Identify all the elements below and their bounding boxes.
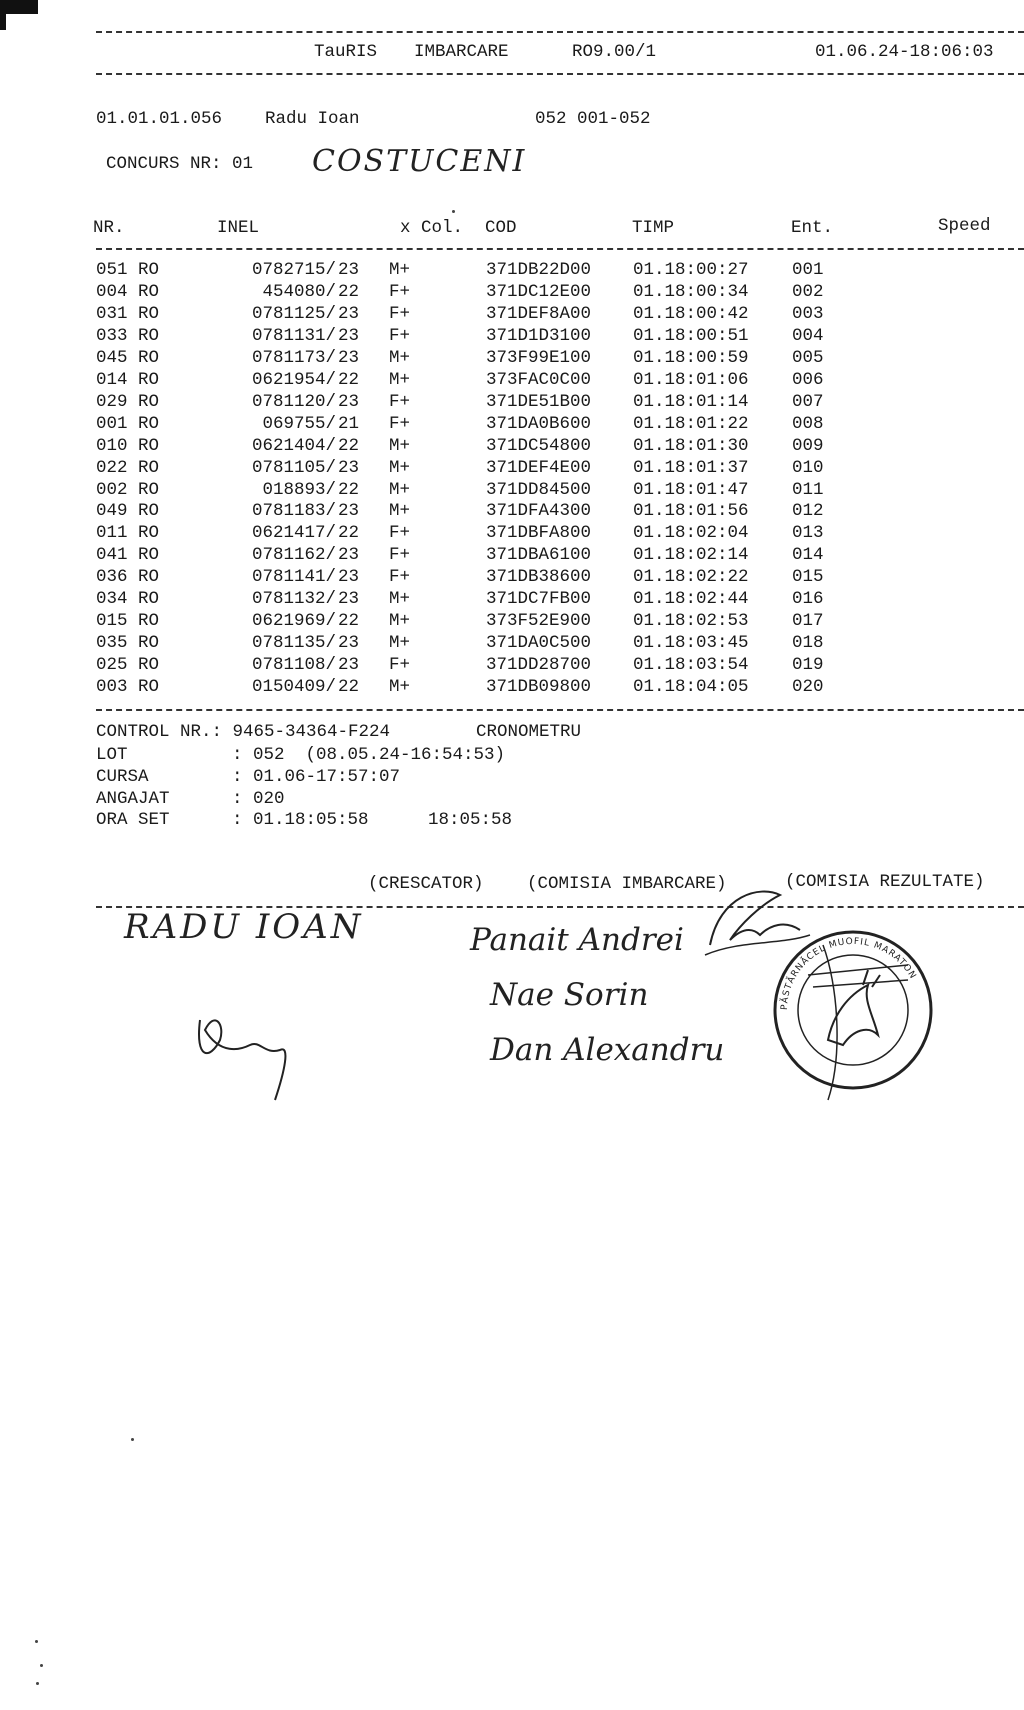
cell-year: 23 <box>338 326 360 346</box>
cell-cod: 373F99E100 <box>486 348 592 368</box>
column-header-nr: NR. <box>93 218 125 238</box>
cell-sex: M+ <box>389 458 411 478</box>
cell-inel: 0781183/ <box>251 501 336 521</box>
cell-year: 22 <box>338 480 360 500</box>
cell-nr: 033 RO <box>96 326 160 346</box>
cell-cod: 371D1D3100 <box>486 326 592 346</box>
cell-ent: 015 <box>792 567 824 587</box>
cell-timp: 01.18:00:42 <box>633 304 749 324</box>
lot-value: : 052 (08.05.24-16:54:53) <box>232 745 506 765</box>
cell-ent: 002 <box>792 282 824 302</box>
cell-nr: 049 RO <box>96 501 160 521</box>
cell-inel: 0782715/ <box>251 260 336 280</box>
cell-year: 23 <box>338 589 360 609</box>
scan-speck <box>40 1664 43 1667</box>
cell-cod: 373F52E900 <box>486 611 592 631</box>
scan-corner-mark-vertical <box>0 0 6 30</box>
cell-sex: M+ <box>389 633 411 653</box>
cell-nr: 035 RO <box>96 633 160 653</box>
association-stamp <box>768 925 938 1095</box>
cell-ent: 020 <box>792 677 824 697</box>
cell-nr: 015 RO <box>96 611 160 631</box>
cell-timp: 01.18:01:37 <box>633 458 749 478</box>
cell-inel: 0781105/ <box>251 458 336 478</box>
caption-crescator: (CRESCATOR) <box>368 874 484 894</box>
cell-cod: 371DEF4E00 <box>486 458 592 478</box>
cell-nr: 029 RO <box>96 392 160 412</box>
cell-inel: 0781162/ <box>251 545 336 565</box>
cell-nr: 022 RO <box>96 458 160 478</box>
scan-speck <box>35 1640 38 1643</box>
cell-timp: 01.18:02:53 <box>633 611 749 631</box>
cell-timp: 01.18:01:14 <box>633 392 749 412</box>
caption-comisia-rezultate: (COMISIA REZULTATE) <box>785 872 985 892</box>
cell-inel: 0621969/ <box>251 611 336 631</box>
column-header-col: x Col. <box>400 218 464 238</box>
cell-nr: 031 RO <box>96 304 160 324</box>
column-header-timp: TIMP <box>632 218 675 238</box>
ora-set-value-short: 18:05:58 <box>428 810 513 830</box>
cell-year: 23 <box>338 260 360 280</box>
cell-timp: 01.18:00:34 <box>633 282 749 302</box>
cell-ent: 012 <box>792 501 824 521</box>
header-app: TauRIS <box>314 42 378 62</box>
contest-location-handwritten: COSTUCENI <box>312 144 527 179</box>
cell-ent: 011 <box>792 480 824 500</box>
cell-sex: F+ <box>389 523 411 543</box>
cell-ent: 018 <box>792 633 824 653</box>
cell-ent: 007 <box>792 392 824 412</box>
cell-nr: 004 RO <box>96 282 160 302</box>
cell-cod: 371DC7FB00 <box>486 589 592 609</box>
cell-nr: 003 RO <box>96 677 160 697</box>
cell-inel: 069755/ <box>262 414 336 434</box>
cell-sex: M+ <box>389 589 411 609</box>
cell-nr: 002 RO <box>96 480 160 500</box>
scan-speck <box>452 210 455 213</box>
cell-year: 23 <box>338 392 360 412</box>
scan-speck <box>36 1682 39 1685</box>
header-rule-top <box>96 31 1024 33</box>
cell-cod: 371DEF8A00 <box>486 304 592 324</box>
cronometru-label: CRONOMETRU <box>476 722 582 742</box>
cell-cod: 371DB38600 <box>486 567 592 587</box>
cell-sex: M+ <box>389 370 411 390</box>
cell-ent: 001 <box>792 260 824 280</box>
cell-year: 23 <box>338 567 360 587</box>
cell-nr: 011 RO <box>96 523 160 543</box>
handwritten-commission-member-3: Dan Alexandru <box>490 1032 725 1068</box>
cell-inel: 0781131/ <box>251 326 336 346</box>
cell-year: 23 <box>338 633 360 653</box>
cell-nr: 034 RO <box>96 589 160 609</box>
cell-timp: 01.18:02:22 <box>633 567 749 587</box>
cursa-label: CURSA <box>96 767 149 787</box>
header-datetime: 01.06.24-18:06:03 <box>815 42 994 62</box>
cell-ent: 010 <box>792 458 824 478</box>
column-header-cod: COD <box>485 218 517 238</box>
cell-sex: F+ <box>389 326 411 346</box>
cell-cod: 371DA0C500 <box>486 633 592 653</box>
cell-ent: 013 <box>792 523 824 543</box>
lot-label: LOT <box>96 745 128 765</box>
column-header-speed: Speed <box>938 216 991 236</box>
table-footer-rule <box>96 709 1024 711</box>
cell-nr: 010 RO <box>96 436 160 456</box>
cell-sex: M+ <box>389 348 411 368</box>
header-version: RO9.00/1 <box>572 42 657 62</box>
cell-sex: M+ <box>389 677 411 697</box>
cell-cod: 371DD28700 <box>486 655 592 675</box>
cell-nr: 014 RO <box>96 370 160 390</box>
cell-cod: 371DB09800 <box>486 677 592 697</box>
cell-cod: 371DE51B00 <box>486 392 592 412</box>
cell-cod: 371DBFA800 <box>486 523 592 543</box>
cell-ent: 014 <box>792 545 824 565</box>
contest-label: CONCURS NR: 01 <box>106 154 254 174</box>
cell-inel: 0621404/ <box>251 436 336 456</box>
cell-nr: 041 RO <box>96 545 160 565</box>
angajat-label: ANGAJAT <box>96 789 170 809</box>
cell-timp: 01.18:00:51 <box>633 326 749 346</box>
cell-sex: M+ <box>389 480 411 500</box>
owner-range: 052 001-052 <box>535 109 651 129</box>
cell-timp: 01.18:03:45 <box>633 633 749 653</box>
handwritten-commission-member-1: Panait Andrei <box>470 922 684 958</box>
cell-sex: M+ <box>389 260 411 280</box>
cell-ent: 017 <box>792 611 824 631</box>
cell-ent: 003 <box>792 304 824 324</box>
cell-inel: 0781135/ <box>251 633 336 653</box>
cell-nr: 045 RO <box>96 348 160 368</box>
cell-inel: 0781141/ <box>251 567 336 587</box>
cell-year: 22 <box>338 370 360 390</box>
cell-year: 22 <box>338 611 360 631</box>
cell-sex: F+ <box>389 304 411 324</box>
cell-sex: F+ <box>389 392 411 412</box>
cell-ent: 019 <box>792 655 824 675</box>
cell-cod: 371DB22D00 <box>486 260 592 280</box>
cell-timp: 01.18:02:14 <box>633 545 749 565</box>
cell-timp: 01.18:01:06 <box>633 370 749 390</box>
cell-year: 22 <box>338 282 360 302</box>
cell-ent: 006 <box>792 370 824 390</box>
cell-ent: 008 <box>792 414 824 434</box>
crescator-signature-scribble <box>190 1000 300 1110</box>
cell-year: 23 <box>338 545 360 565</box>
ora-set-label: ORA SET <box>96 810 170 830</box>
cell-year: 22 <box>338 523 360 543</box>
cell-nr: 036 RO <box>96 567 160 587</box>
cell-cod: 371DFA4300 <box>486 501 592 521</box>
cell-inel: 0781132/ <box>251 589 336 609</box>
header-rule-bottom <box>96 73 1024 75</box>
owner-code: 01.01.01.056 <box>96 109 223 129</box>
cell-inel: 0621417/ <box>251 523 336 543</box>
cell-year: 23 <box>338 655 360 675</box>
cell-nr: 001 RO <box>96 414 160 434</box>
cell-timp: 01.18:02:44 <box>633 589 749 609</box>
cell-timp: 01.18:01:56 <box>633 501 749 521</box>
cell-year: 23 <box>338 501 360 521</box>
header-module: IMBARCARE <box>414 42 509 62</box>
cell-cod: 371DC54800 <box>486 436 592 456</box>
cell-ent: 005 <box>792 348 824 368</box>
cell-cod: 371DA0B600 <box>486 414 592 434</box>
stamp-text: PĂSTĂRNĂCEL MUOFIL MARATON <box>779 936 918 1011</box>
cell-ent: 009 <box>792 436 824 456</box>
cell-cod: 373FAC0C00 <box>486 370 592 390</box>
cell-sex: F+ <box>389 655 411 675</box>
cell-nr: 025 RO <box>96 655 160 675</box>
cell-cod: 371DBA6100 <box>486 545 592 565</box>
cell-timp: 01.18:03:54 <box>633 655 749 675</box>
cell-inel: 0150409/ <box>251 677 336 697</box>
column-header-ent: Ent. <box>791 218 834 238</box>
cell-timp: 01.18:00:59 <box>633 348 749 368</box>
cell-timp: 01.18:00:27 <box>633 260 749 280</box>
cell-sex: F+ <box>389 545 411 565</box>
cell-inel: 0781125/ <box>251 304 336 324</box>
owner-name: Radu Ioan <box>265 109 360 129</box>
table-header-rule <box>96 248 1024 250</box>
cell-ent: 004 <box>792 326 824 346</box>
ora-set-value: : 01.18:05:58 <box>232 810 369 830</box>
cell-timp: 01.18:01:30 <box>633 436 749 456</box>
cell-inel: 454080/ <box>262 282 336 302</box>
cell-sex: F+ <box>389 414 411 434</box>
cell-sex: M+ <box>389 436 411 456</box>
cell-inel: 0781120/ <box>251 392 336 412</box>
cell-timp: 01.18:02:04 <box>633 523 749 543</box>
cell-timp: 01.18:04:05 <box>633 677 749 697</box>
cell-timp: 01.18:01:47 <box>633 480 749 500</box>
cell-sex: M+ <box>389 501 411 521</box>
cell-ent: 016 <box>792 589 824 609</box>
cell-year: 23 <box>338 304 360 324</box>
cell-nr: 051 RO <box>96 260 160 280</box>
cell-inel: 0621954/ <box>251 370 336 390</box>
cell-year: 22 <box>338 677 360 697</box>
cell-inel: 0781173/ <box>251 348 336 368</box>
cell-timp: 01.18:01:22 <box>633 414 749 434</box>
control-number: CONTROL NR.: 9465-34364-F224 <box>96 722 391 742</box>
cell-cod: 371DD84500 <box>486 480 592 500</box>
handwritten-crescator-name: RADU IOAN <box>124 907 364 947</box>
column-header-inel: INEL <box>217 218 260 238</box>
cell-cod: 371DC12E00 <box>486 282 592 302</box>
cell-year: 21 <box>338 414 360 434</box>
cell-sex: F+ <box>389 282 411 302</box>
cell-inel: 018893/ <box>262 480 336 500</box>
cell-year: 23 <box>338 348 360 368</box>
cell-sex: F+ <box>389 567 411 587</box>
cell-year: 23 <box>338 458 360 478</box>
scan-speck <box>131 1438 134 1441</box>
cell-sex: M+ <box>389 611 411 631</box>
cursa-value: : 01.06-17:57:07 <box>232 767 401 787</box>
angajat-value: : 020 <box>232 789 285 809</box>
cell-inel: 0781108/ <box>251 655 336 675</box>
cell-year: 22 <box>338 436 360 456</box>
handwritten-commission-member-2: Nae Sorin <box>490 977 649 1013</box>
caption-comisia-imbarcare: (COMISIA IMBARCARE) <box>527 874 727 894</box>
